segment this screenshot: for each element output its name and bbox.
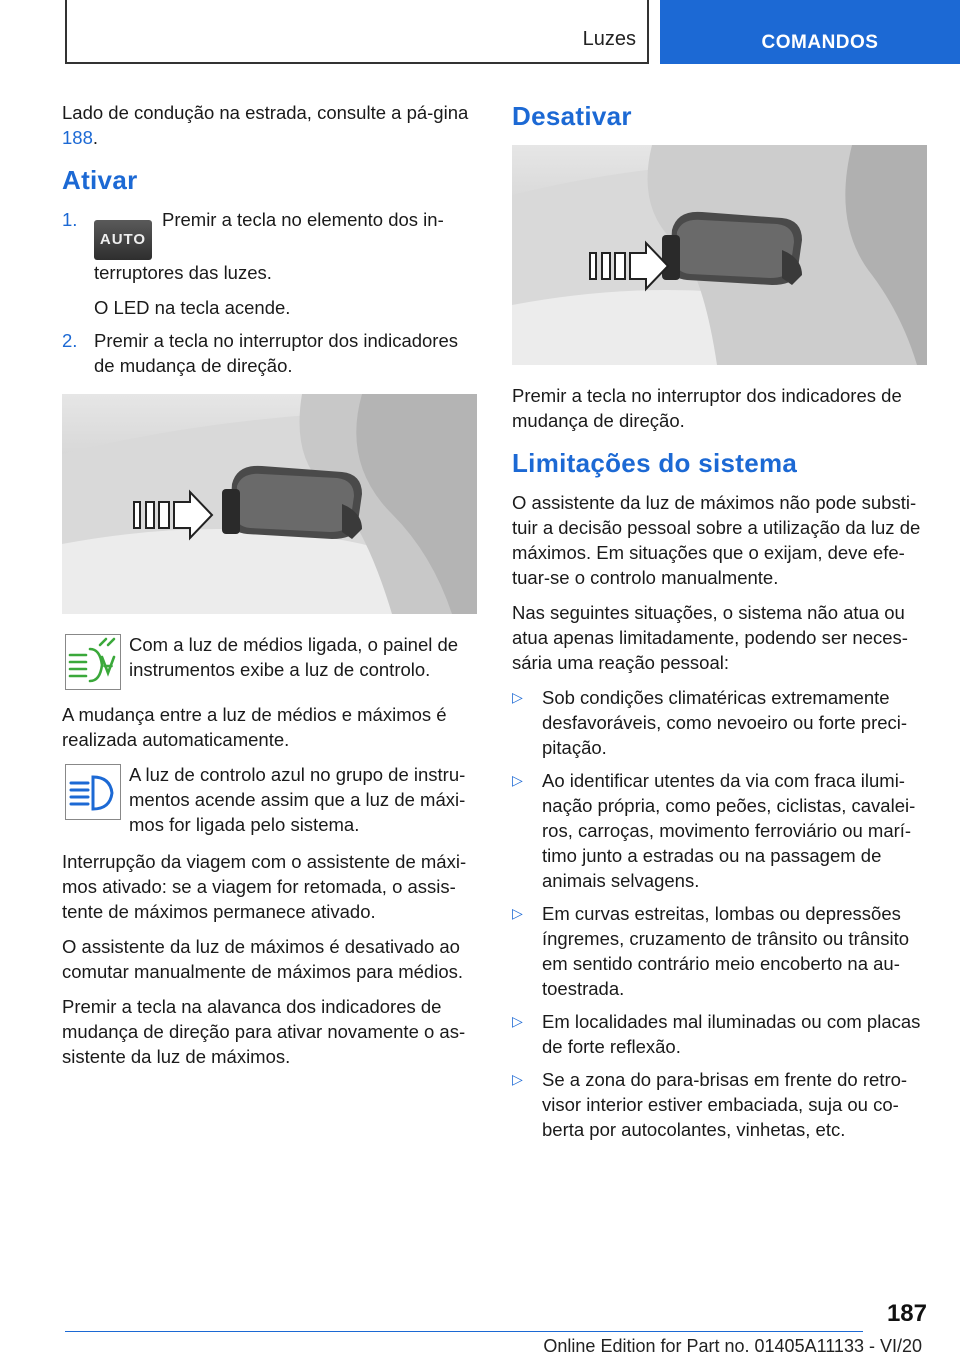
low-beam-note — [62, 632, 477, 690]
heading-limits: Limitações do sistema — [512, 448, 798, 478]
footer-divider — [65, 1331, 863, 1332]
right-column — [512, 100, 927, 1150]
heading-activate: Ativar — [62, 165, 138, 195]
triangle-bullet-icon: ▷ — [512, 905, 523, 921]
page-link[interactable]: 188 — [62, 127, 93, 148]
section-title: Luzes — [582, 28, 636, 50]
triangle-bullet-icon: ▷ — [512, 772, 523, 788]
header-frame — [65, 0, 649, 64]
step-text: Premir a tecla no elemento dos in-terruptores das luzes. — [94, 209, 444, 283]
step-1 — [62, 207, 477, 320]
step-number: 1. — [62, 209, 78, 230]
high-beam-note — [62, 762, 477, 837]
list-item: ▷ Se a zona do para-brisas em frente do retro-visor interior estiver embaciada, suja ou co-berta por autocolantes, vinhetas, etc. — [512, 1069, 908, 1140]
list-item: ▷ Em localidades mal iluminadas ou com placas de forte reflexão. — [512, 1011, 921, 1057]
page-number: 187 — [886, 1300, 927, 1327]
list-item: ▷ Em curvas estreitas, lombas ou depressões íngremes, cruzamento de trânsito ou trânsito em sentido contrário meio encoberto na au-toestrada. — [512, 903, 910, 999]
step-2 — [62, 328, 477, 378]
list-item: ▷ Ao identificar utentes da via com fraca ilumi-nação própria, como peões, ciclistas, cavalei-ros, carroças, movimento ferroviário ou marí-timo junto a estradas ou na passagem de animais selvagens. — [512, 770, 916, 891]
step-text: Premir a tecla no interruptor dos indicadores de mudança de direção. — [94, 330, 459, 376]
edition-note: Online Edition for Part no. 01405A11133 - VI/20 — [543, 1336, 922, 1356]
high-beam-note-text: A luz de controlo azul no grupo de instru-mentos acende assim que a luz de máxi-mos for ligada pelo sistema. — [129, 764, 466, 835]
limits-paragraph: Nas seguintes situações, o sistema não atua ou atua apenas limitadamente, podendo ser neces-sária uma reação pessoal: — [512, 602, 908, 673]
paragraph: Premir a tecla na alavanca dos indicadores de mudança de direção para ativar novamente o as-sistente da luz de máximos. — [62, 996, 466, 1067]
limits-paragraph: O assistente da luz de máximos não pode substi-tuir a decisão pessoal sobre a utilização da luz de máximos. Em situações que o exijam, deve efe-tuar-se o controlo manualmente. — [512, 492, 921, 588]
paragraph: O assistente da luz de máximos é desativado ao comutar manualmente de máximos para médios. — [62, 936, 464, 982]
heading-deactivate: Desativar — [512, 101, 632, 131]
triangle-bullet-icon: ▷ — [512, 689, 523, 705]
triangle-bullet-icon: ▷ — [512, 1071, 523, 1087]
lever-image — [512, 145, 927, 365]
lever-image — [62, 394, 477, 614]
auto-key-icon: AUTO — [94, 220, 152, 260]
triangle-bullet-icon: ▷ — [512, 1013, 523, 1029]
intro-paragraph: Lado de condução na estrada, consulte a pá-gina 188. — [62, 102, 469, 148]
step-subtext: O LED na tecla acende. — [94, 297, 291, 318]
step-number: 2. — [62, 330, 78, 351]
turn-signal-lever-illustration — [512, 145, 927, 365]
high-beam-assist-green-icon — [65, 634, 121, 690]
list-item: ▷ Sob condições climatéricas extremamente desfavoráveis, como nevoeiro ou forte preci-pitação. — [512, 687, 908, 758]
chapter-tab[interactable]: COMANDOS — [660, 0, 960, 64]
figure-caption: Premir a tecla no interruptor dos indicadores de mudança de direção. — [512, 385, 902, 431]
turn-signal-lever-illustration — [62, 394, 477, 614]
paragraph: Interrupção da viagem com o assistente de máxi-mos ativado: se a viagem for retomada, o assis-tente de máximos permanece ativado. — [62, 851, 467, 922]
low-beam-note-text: Com a luz de médios ligada, o painel de instrumentos exibe a luz de controlo. — [129, 634, 459, 680]
switch-paragraph: A mudança entre a luz de médios e máximos é realizada automaticamente. — [62, 704, 447, 750]
left-column — [62, 100, 477, 1079]
high-beam-blue-icon — [65, 764, 121, 820]
